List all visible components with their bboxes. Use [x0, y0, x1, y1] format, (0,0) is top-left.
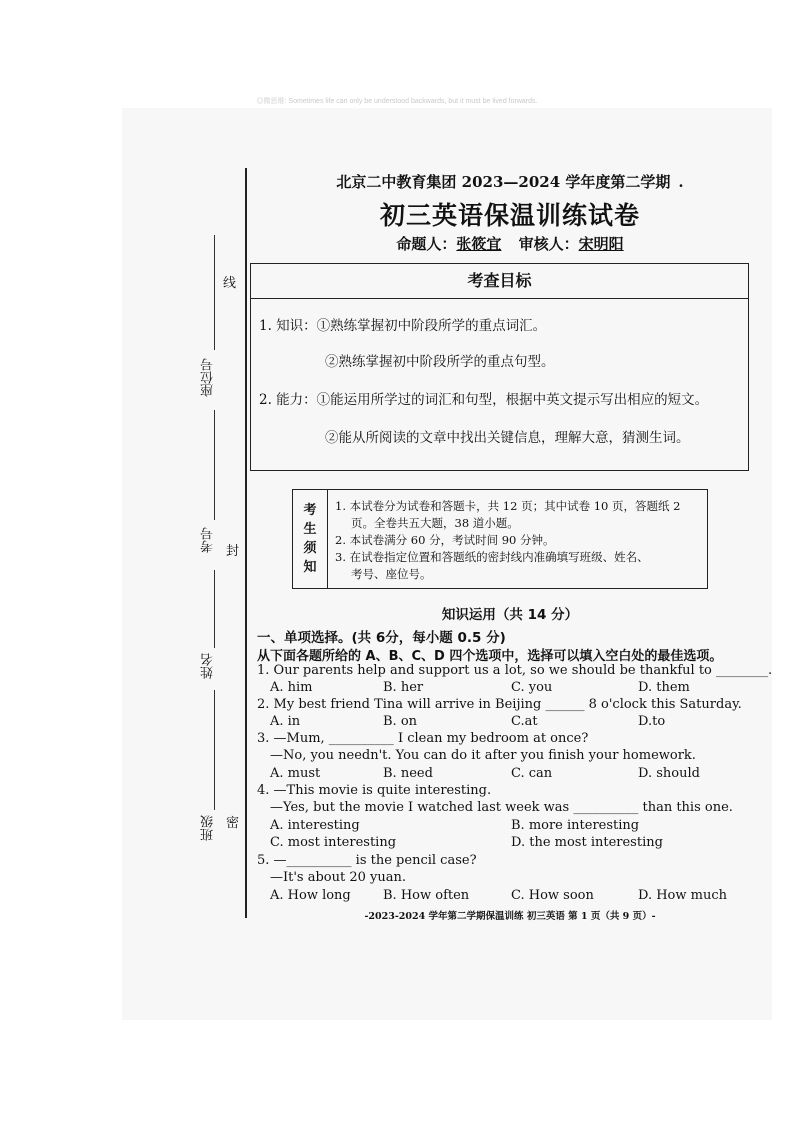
seal-mark-line: 线: [223, 276, 237, 291]
exam-title: 初三英语保温训练试卷: [379, 201, 640, 230]
option-b: B. need: [383, 766, 433, 781]
seat-number-field[interactable]: [214, 235, 215, 350]
option-a: A. in: [270, 714, 301, 729]
option-c: C. How soon: [511, 888, 594, 903]
question-line: —No, you needn't. You can do it after you finish your homework.: [270, 748, 696, 763]
exam-goals-box: [250, 263, 749, 471]
notice-line: 1. 本试卷分为试卷和答题卡，共 12 页；其中试卷 10 页，答题纸 2: [335, 499, 681, 513]
part-heading: 知识运用（共 14 分）: [441, 607, 579, 623]
option-b: B. her: [383, 680, 424, 695]
option-a: A. must: [270, 766, 321, 781]
binding-line: [245, 168, 247, 918]
watermark: ◎微思维: Sometimes life can only be understood backwards, but it must be lived forwards.: [256, 98, 538, 105]
option-b: B. more interesting: [511, 818, 640, 833]
exam-number-label: 考号: [201, 527, 216, 553]
page-footer: -2023-2024 学年第二学期保温训练 初三英语 第 1 页（共 9 页）-: [364, 911, 656, 922]
question-stem: 2. My best friend Tina will arrive in Beijing ______ 8 o'clock this Saturday.: [257, 697, 742, 712]
option-a: A. interesting: [270, 818, 360, 833]
question-stem: 1. Our parents help and support us a lot, so we should be thankful to ________.: [257, 663, 773, 678]
notice-line: 页。全卷共五大题，38 道小题。: [351, 516, 519, 530]
question-stem: 3. —Mum, __________ I clean my bedroom at once?: [257, 731, 589, 746]
class-field[interactable]: [214, 690, 215, 810]
exam-number-field[interactable]: [214, 410, 215, 520]
notice-line: 3. 在试卷指定位置和答题纸的密封线内准确填写班级、姓名、: [335, 550, 649, 564]
goal-ability-1: 2. 能力：①能运用所学过的词汇和句型，根据中英文提示写出相应的短文。: [259, 392, 709, 408]
option-d: D. How much: [638, 888, 728, 903]
exam-authors: 命题人：张筱宜 审核人：宋明阳: [396, 235, 624, 253]
option-c: C. you: [511, 680, 553, 695]
option-b: B. How often: [383, 888, 470, 903]
goal-knowledge-2: ②熟练掌握初中阶段所学的重点句型。: [325, 354, 555, 370]
author-name: 张筱宜: [456, 235, 502, 253]
option-d: D. the most interesting: [511, 835, 663, 850]
notice-line: 2. 本试卷满分 60 分，考试时间 90 分钟。: [335, 533, 555, 547]
option-c: C. most interesting: [270, 835, 397, 850]
question-line: —Yes, but the movie I watched last week was __________ than this one.: [270, 800, 733, 815]
option-c: C. can: [511, 766, 553, 781]
notice-heading: 考 生 须 知: [293, 490, 328, 588]
goal-knowledge-1: 1. 知识：①熟练掌握初中阶段所学的重点词汇。: [259, 318, 547, 334]
name-field[interactable]: [214, 570, 215, 648]
seal-mark-seal: 封: [226, 544, 240, 559]
option-d: D.to: [638, 714, 666, 729]
question-stem: 4. —This movie is quite interesting.: [257, 783, 492, 798]
candidate-notice-box: [292, 489, 708, 589]
section-title: 一、单项选择。(共 6分，每小题 0.5 分): [257, 630, 506, 646]
class-label: 班级: [201, 815, 216, 841]
option-a: A. him: [270, 680, 313, 695]
goals-title: 考查目标: [251, 264, 748, 299]
question-line: —It's about 20 yuan.: [270, 870, 407, 885]
exam-subtitle: 北京二中教育集团 2023—2024 学年度第二学期 .: [336, 173, 684, 191]
question-stem: 5. —__________ is the pencil case?: [257, 853, 477, 868]
section-instruction: 从下面各题所给的 A、B、C、D 四个选项中，选择可以填入空白处的最佳选项。: [257, 649, 723, 664]
reviewer-name: 宋明阳: [578, 235, 624, 253]
notice-line: 考号、座位号。: [351, 567, 432, 581]
name-label: 姓名: [201, 653, 216, 679]
option-c: C.at: [511, 714, 538, 729]
option-d: D. them: [638, 680, 690, 695]
seat-number-label: 座位号: [201, 358, 216, 397]
option-d: D. should: [638, 766, 700, 781]
seal-mark-secret: 密: [226, 816, 240, 831]
option-a: A. How long: [270, 888, 351, 903]
option-b: B. on: [383, 714, 418, 729]
goal-ability-2: ②能从所阅读的文章中找出关键信息，理解大意，猜测生词。: [325, 430, 690, 446]
